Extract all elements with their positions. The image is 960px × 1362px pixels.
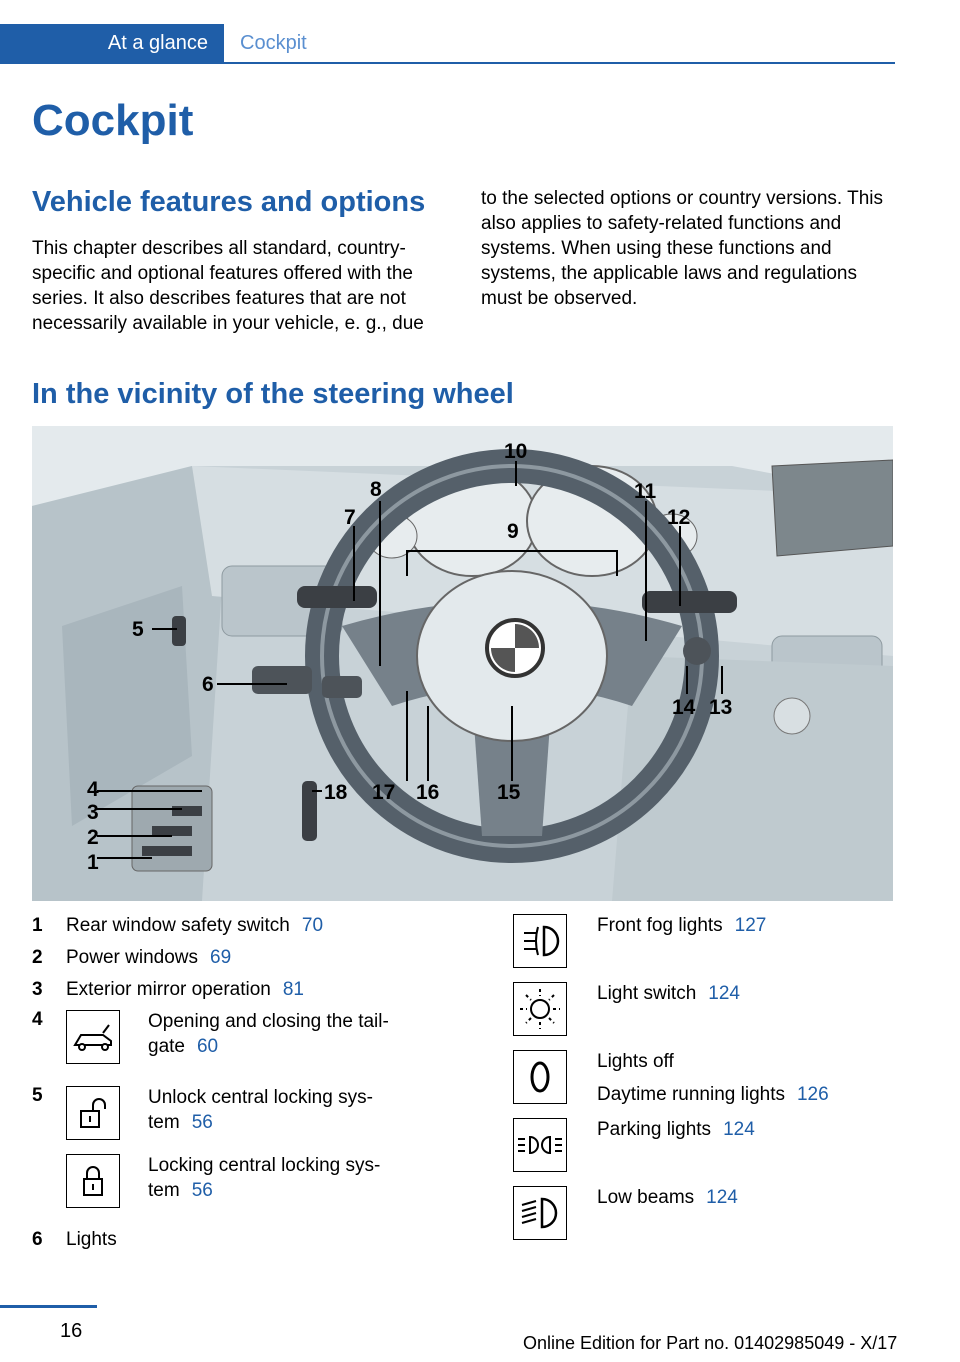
- page-reference-link[interactable]: 124: [723, 1119, 755, 1140]
- cockpit-drawing: [32, 426, 893, 901]
- page-reference-link[interactable]: 124: [708, 983, 740, 1004]
- legend-text-line2: gate: [148, 1036, 185, 1057]
- legend-number-4: 4: [32, 1009, 43, 1030]
- callout-1: 1: [87, 851, 99, 874]
- legend-text: Exterior mirror operation: [66, 979, 271, 1000]
- page-reference-link[interactable]: 56: [191, 1112, 213, 1133]
- light-switch-icon: [513, 982, 567, 1036]
- parking-lights-icon: [513, 1118, 567, 1172]
- callout-14: 14: [672, 696, 696, 719]
- page-reference-link[interactable]: 69: [210, 947, 232, 968]
- page-reference-link[interactable]: 124: [706, 1187, 738, 1208]
- legend-number: 6: [32, 1229, 43, 1250]
- legend-text: Rear window safety switch: [66, 915, 290, 936]
- legend-item-light-switch: [597, 981, 740, 1006]
- legend-text-line1: Locking central locking sys-: [148, 1155, 381, 1176]
- page-reference-link[interactable]: 127: [734, 915, 767, 936]
- callout-16: 16: [416, 781, 440, 804]
- legend-text: Light switch: [597, 983, 697, 1004]
- legend-number-5: 5: [32, 1085, 43, 1106]
- footer-rule: [0, 1305, 97, 1308]
- low-beams-icon: [513, 1186, 567, 1240]
- header-tabbar: [0, 24, 895, 64]
- unlock-icon: [66, 1086, 120, 1140]
- callout-9: 9: [507, 520, 519, 543]
- legend-number: 2: [32, 947, 43, 968]
- page-title: Cockpit: [32, 96, 194, 145]
- tailgate-icon: [66, 1010, 120, 1064]
- callout-11: 11: [634, 480, 657, 503]
- callout-7: 7: [344, 506, 356, 529]
- legend-text: Power windows: [66, 947, 198, 968]
- legend-text: Front fog lights: [597, 915, 723, 936]
- legend-text-line2: tem: [148, 1180, 180, 1201]
- callout-4: 4: [87, 778, 99, 801]
- legend-item-lock-text: [148, 1153, 418, 1203]
- legend-number: 1: [32, 915, 43, 936]
- legend-text-line2: tem: [148, 1112, 180, 1133]
- page-reference-link[interactable]: 126: [796, 1084, 829, 1105]
- page-reference-link[interactable]: 70: [301, 915, 324, 936]
- legend-text: Parking lights: [597, 1119, 712, 1140]
- page-number: 16: [60, 1320, 83, 1342]
- lock-icon: [66, 1154, 120, 1208]
- tab-at-a-glance[interactable]: At a glance: [0, 24, 224, 62]
- callout-15: 15: [497, 781, 521, 804]
- page-reference-link[interactable]: 56: [191, 1180, 213, 1201]
- callout-8: 8: [370, 478, 382, 501]
- lights-off-icon: [513, 1050, 567, 1104]
- legend-item-5-text: [148, 1085, 418, 1135]
- steering-wheel-illustration: [32, 426, 893, 901]
- section-heading-steering-wheel: In the vicinity of the steering wheel: [32, 378, 514, 410]
- legend-text: Lights: [66, 1229, 117, 1250]
- page-reference-link[interactable]: 60: [196, 1036, 219, 1057]
- legend-item-lights-off: [597, 1049, 829, 1107]
- intro-paragraph-col1: This chapter describes all standard, country-specific and optional features offered with the series. It also describes features that are not necessarily available in your vehicle, e. g., due: [32, 238, 424, 334]
- callout-5: 5: [132, 618, 144, 641]
- callout-17: 17: [372, 781, 396, 804]
- legend-item-4-text: [148, 1009, 418, 1059]
- callout-12: 12: [667, 506, 691, 529]
- legend-text-line1: Unlock central locking sys-: [148, 1087, 373, 1108]
- legend-text: Low beams: [597, 1187, 695, 1208]
- section-heading-vehicle-features: Vehicle features and options: [32, 186, 426, 218]
- legend-text-line2: Daytime running lights: [597, 1084, 785, 1105]
- page-reference-link[interactable]: 81: [282, 979, 304, 1000]
- legend-text-line1: Lights off: [597, 1051, 674, 1072]
- legend-item-parking-lights: [597, 1117, 755, 1142]
- tab-cockpit[interactable]: Cockpit: [240, 32, 307, 54]
- callout-18: 18: [324, 781, 348, 804]
- legend-number: 3: [32, 979, 43, 1000]
- callout-13: 13: [709, 696, 733, 719]
- front-fog-lights-icon: [513, 914, 567, 968]
- legend-item-front-fog: [597, 913, 766, 938]
- callout-10: 10: [504, 440, 528, 463]
- legend-text-line1: Opening and closing the tail-: [148, 1011, 389, 1032]
- callout-3: 3: [87, 801, 99, 824]
- callout-6: 6: [202, 673, 214, 696]
- edition-note: Online Edition for Part no. 01402985049 - X/17: [523, 1333, 898, 1353]
- legend-item-low-beams: [597, 1185, 738, 1210]
- intro-paragraph-col2: to the selected options or country versions. This also applies to safety-related functions and systems. When using these functions and systems, the applicable laws and regulations must be observed.: [481, 188, 884, 309]
- callout-2: 2: [87, 826, 99, 849]
